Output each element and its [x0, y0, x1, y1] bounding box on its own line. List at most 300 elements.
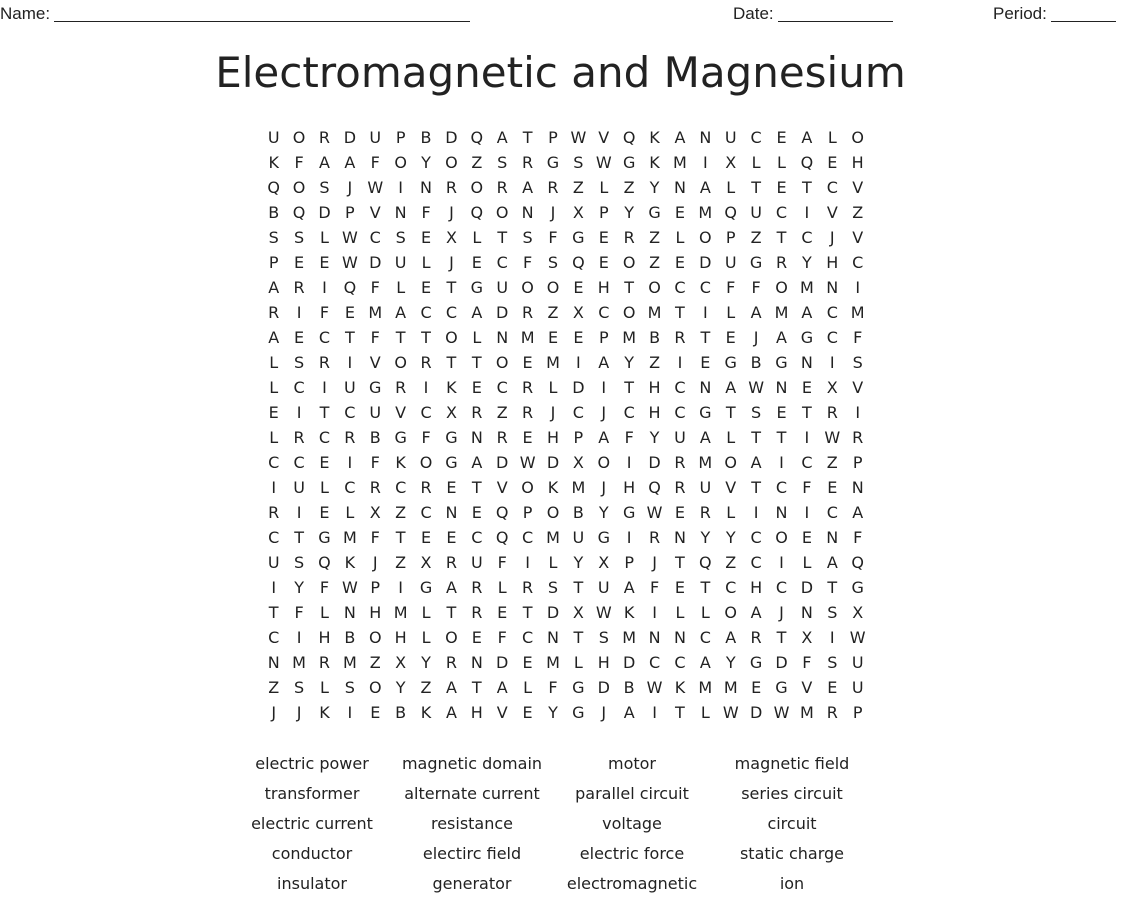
grid-letter[interactable]: T [700, 578, 711, 597]
grid-letter[interactable]: U [369, 403, 382, 422]
grid-letter[interactable]: E [344, 303, 355, 322]
grid-letter[interactable]: E [598, 253, 609, 272]
grid-letter[interactable]: C [775, 478, 788, 497]
grid-letter[interactable]: D [699, 253, 712, 272]
grid-letter[interactable]: O [368, 678, 382, 697]
grid-letter[interactable]: T [624, 278, 635, 297]
grid-letter[interactable]: R [623, 228, 635, 247]
grid-letter[interactable]: G [597, 528, 610, 547]
grid-letter[interactable]: T [776, 428, 787, 447]
grid-letter[interactable]: C [369, 228, 381, 247]
grid-letter[interactable]: T [725, 403, 736, 422]
grid-letter[interactable]: L [700, 703, 710, 722]
grid-letter[interactable]: V [598, 128, 610, 147]
grid-letter[interactable]: T [675, 703, 685, 722]
grid-letter[interactable]: J [449, 253, 454, 272]
grid-letter[interactable]: O [368, 628, 382, 647]
grid-letter[interactable]: M [546, 528, 560, 547]
grid-letter[interactable]: L [472, 328, 482, 347]
grid-letter[interactable]: C [775, 203, 788, 222]
grid-letter[interactable]: L [421, 628, 431, 647]
grid-letter[interactable]: R [369, 478, 381, 497]
grid-letter[interactable]: V [852, 178, 864, 197]
grid-letter[interactable]: C [648, 653, 661, 672]
grid-letter[interactable]: W [646, 503, 663, 522]
grid-letter[interactable]: E [522, 703, 533, 722]
grid-letter[interactable]: I [322, 278, 327, 297]
grid-letter[interactable]: I [347, 453, 353, 472]
grid-letter[interactable]: L [726, 178, 736, 197]
grid-letter[interactable]: Q [851, 553, 864, 572]
grid-letter[interactable]: M [799, 703, 814, 722]
grid-letter[interactable]: N [648, 628, 661, 647]
grid-letter[interactable]: N [826, 278, 839, 297]
grid-letter[interactable]: O [521, 478, 534, 497]
grid-letter[interactable]: G [622, 153, 636, 172]
grid-letter[interactable]: I [296, 403, 302, 422]
grid-letter[interactable]: T [471, 478, 482, 497]
grid-letter[interactable]: H [623, 478, 636, 497]
grid-letter[interactable]: U [369, 128, 382, 147]
grid-letter[interactable]: G [572, 228, 585, 247]
grid-letter[interactable]: F [319, 303, 330, 322]
grid-letter[interactable]: C [293, 453, 305, 472]
grid-letter[interactable]: M [342, 653, 357, 672]
grid-letter[interactable]: I [626, 528, 632, 547]
grid-letter[interactable]: L [345, 503, 355, 522]
grid-letter[interactable]: M [571, 478, 586, 497]
grid-letter[interactable]: E [598, 228, 609, 247]
grid-letter[interactable]: X [445, 228, 457, 247]
grid-letter[interactable]: E [751, 678, 762, 697]
grid-letter[interactable]: P [598, 328, 609, 347]
grid-letter[interactable]: N [699, 128, 712, 147]
grid-letter[interactable]: B [420, 128, 432, 147]
grid-letter[interactable]: E [268, 403, 279, 422]
grid-letter[interactable]: S [294, 553, 305, 572]
grid-letter[interactable]: U [394, 253, 407, 272]
grid-letter[interactable]: G [318, 528, 331, 547]
grid-letter[interactable]: O [445, 153, 458, 172]
grid-letter[interactable]: O [546, 278, 560, 297]
grid-letter[interactable]: T [446, 353, 457, 372]
grid-letter[interactable]: O [699, 228, 712, 247]
grid-letter[interactable]: N [851, 478, 864, 497]
grid-letter[interactable]: T [624, 378, 635, 397]
grid-letter[interactable]: F [370, 328, 380, 347]
grid-letter[interactable]: Q [470, 203, 484, 222]
grid-letter[interactable]: L [320, 678, 329, 697]
grid-letter[interactable]: A [319, 153, 330, 172]
grid-letter[interactable]: C [496, 253, 508, 272]
grid-letter[interactable]: E [674, 203, 685, 222]
grid-letter[interactable]: E [801, 528, 812, 547]
grid-letter[interactable]: Y [649, 178, 660, 197]
grid-letter[interactable]: S [522, 228, 533, 247]
grid-letter[interactable]: G [622, 503, 636, 522]
grid-letter[interactable]: I [855, 278, 861, 297]
grid-letter[interactable]: U [750, 203, 762, 222]
grid-letter[interactable]: Y [421, 653, 431, 672]
grid-letter[interactable]: L [573, 653, 583, 672]
grid-letter[interactable]: O [394, 353, 407, 372]
grid-letter[interactable]: L [700, 603, 710, 622]
grid-letter[interactable]: H [394, 628, 407, 647]
grid-letter[interactable]: O [445, 628, 458, 647]
grid-letter[interactable]: P [725, 228, 736, 247]
grid-letter[interactable]: S [294, 678, 305, 697]
grid-letter[interactable]: C [674, 378, 686, 397]
grid-letter[interactable]: C [420, 303, 432, 322]
grid-letter[interactable]: M [520, 328, 535, 347]
grid-letter[interactable]: T [573, 578, 584, 597]
grid-letter[interactable]: E [471, 628, 482, 647]
grid-letter[interactable]: O [775, 528, 788, 547]
grid-letter[interactable]: N [470, 653, 483, 672]
period-field[interactable] [993, 4, 1116, 24]
grid-letter[interactable]: U [851, 653, 864, 672]
grid-letter[interactable]: C [420, 403, 432, 422]
grid-letter[interactable]: I [271, 478, 277, 497]
grid-letter[interactable]: N [775, 378, 788, 397]
grid-letter[interactable]: U [572, 528, 585, 547]
grid-letter[interactable]: C [674, 278, 686, 297]
grid-letter[interactable]: H [826, 253, 839, 272]
grid-letter[interactable]: J [347, 178, 353, 197]
grid-letter[interactable]: L [472, 228, 482, 247]
grid-letter[interactable]: M [622, 328, 637, 347]
grid-letter[interactable]: R [344, 428, 356, 447]
grid-letter[interactable]: A [750, 453, 762, 472]
grid-letter[interactable]: X [598, 553, 610, 572]
grid-letter[interactable]: F [624, 428, 634, 447]
grid-letter[interactable]: E [471, 378, 482, 397]
grid-letter[interactable]: G [572, 703, 585, 722]
grid-letter[interactable]: R [293, 428, 305, 447]
grid-letter[interactable]: Q [572, 253, 585, 272]
grid-letter[interactable]: T [776, 628, 787, 647]
grid-letter[interactable]: F [802, 653, 812, 672]
grid-letter[interactable]: I [296, 503, 302, 522]
grid-letter[interactable]: J [753, 328, 759, 347]
grid-letter[interactable]: X [572, 203, 584, 222]
grid-letter[interactable]: Y [395, 678, 406, 697]
grid-letter[interactable]: K [674, 678, 686, 697]
grid-letter[interactable]: Y [725, 528, 736, 547]
grid-letter[interactable]: W [519, 453, 536, 472]
grid-letter[interactable]: E [725, 328, 736, 347]
grid-letter[interactable]: I [398, 578, 403, 597]
grid-letter[interactable]: W [773, 703, 790, 722]
grid-letter[interactable]: D [597, 678, 610, 697]
grid-letter[interactable]: Y [573, 553, 584, 572]
grid-letter[interactable]: C [826, 178, 838, 197]
grid-letter[interactable]: N [800, 603, 813, 622]
grid-letter[interactable]: E [420, 228, 432, 247]
grid-letter[interactable]: K [420, 703, 432, 722]
grid-letter[interactable]: F [370, 453, 380, 472]
grid-letter[interactable]: W [570, 128, 587, 147]
grid-letter[interactable]: C [623, 403, 635, 422]
grid-letter[interactable]: R [496, 428, 508, 447]
grid-letter[interactable]: O [521, 278, 534, 297]
grid-letter[interactable]: E [522, 353, 533, 372]
grid-letter[interactable]: L [320, 603, 329, 622]
grid-letter[interactable]: E [446, 478, 457, 497]
grid-letter[interactable]: R [826, 703, 838, 722]
grid-letter[interactable]: Q [470, 128, 484, 147]
grid-letter[interactable]: C [699, 628, 711, 647]
grid-letter[interactable]: N [699, 378, 712, 397]
grid-letter[interactable]: R [648, 528, 661, 547]
grid-letter[interactable]: R [522, 303, 534, 322]
grid-letter[interactable]: P [395, 128, 406, 147]
grid-letter[interactable]: Z [725, 553, 737, 572]
grid-letter[interactable]: U [597, 578, 610, 597]
grid-letter[interactable]: L [726, 503, 736, 522]
grid-letter[interactable]: E [471, 503, 482, 522]
grid-letter[interactable]: S [547, 253, 559, 272]
grid-letter[interactable]: Q [648, 478, 661, 497]
grid-letter[interactable]: L [320, 478, 329, 497]
grid-letter[interactable]: C [750, 128, 762, 147]
grid-letter[interactable]: W [849, 628, 866, 647]
grid-letter[interactable]: T [395, 528, 406, 547]
grid-letter[interactable]: O [622, 253, 636, 272]
grid-letter[interactable]: W [595, 153, 612, 172]
grid-letter[interactable]: I [296, 628, 302, 647]
grid-letter[interactable]: V [369, 353, 381, 372]
grid-letter[interactable]: I [804, 428, 810, 447]
grid-letter[interactable]: I [829, 353, 835, 372]
grid-letter[interactable]: D [749, 703, 763, 722]
grid-letter[interactable]: E [573, 278, 584, 297]
grid-letter[interactable]: E [827, 678, 838, 697]
grid-letter[interactable]: R [522, 153, 534, 172]
grid-letter[interactable]: O [597, 453, 611, 472]
grid-letter[interactable]: U [699, 478, 712, 497]
grid-letter[interactable]: A [750, 603, 762, 622]
grid-letter[interactable]: V [826, 203, 838, 222]
grid-letter[interactable]: E [497, 603, 508, 622]
grid-letter[interactable]: C [801, 228, 813, 247]
grid-letter[interactable]: E [674, 253, 685, 272]
grid-letter[interactable]: Z [649, 353, 661, 372]
grid-letter[interactable]: R [674, 328, 686, 347]
grid-letter[interactable]: C [344, 478, 356, 497]
grid-letter[interactable]: D [445, 128, 458, 147]
grid-letter[interactable]: A [725, 378, 737, 397]
grid-letter[interactable]: I [601, 378, 607, 397]
grid-letter[interactable]: Y [624, 203, 635, 222]
grid-letter[interactable]: Z [649, 253, 661, 272]
grid-letter[interactable]: I [296, 303, 302, 322]
grid-letter[interactable]: I [322, 378, 327, 397]
grid-letter[interactable]: Z [471, 153, 483, 172]
grid-letter[interactable]: T [802, 403, 812, 422]
grid-letter[interactable]: N [673, 528, 686, 547]
grid-letter[interactable]: U [267, 128, 280, 147]
grid-letter[interactable]: C [826, 503, 838, 522]
grid-letter[interactable]: M [622, 628, 637, 647]
grid-letter[interactable]: D [800, 578, 814, 597]
grid-letter[interactable]: P [598, 203, 609, 222]
grid-letter[interactable]: N [547, 628, 559, 647]
grid-letter[interactable]: I [677, 353, 683, 372]
grid-letter[interactable]: K [649, 153, 660, 172]
grid-letter[interactable]: A [699, 653, 711, 672]
grid-letter[interactable]: C [826, 328, 838, 347]
grid-letter[interactable]: Z [420, 678, 432, 697]
grid-letter[interactable]: M [698, 203, 713, 222]
grid-letter[interactable]: G [775, 678, 788, 697]
grid-letter[interactable]: K [268, 153, 279, 172]
grid-letter[interactable]: Z [369, 653, 381, 672]
grid-letter[interactable]: X [369, 503, 381, 522]
grid-letter[interactable]: H [648, 403, 661, 422]
grid-letter[interactable]: A [471, 303, 483, 322]
grid-letter[interactable]: E [319, 253, 330, 272]
grid-letter[interactable]: X [445, 403, 457, 422]
grid-letter[interactable]: E [674, 578, 685, 597]
grid-letter[interactable]: A [496, 678, 508, 697]
grid-letter[interactable]: Z [547, 303, 559, 322]
grid-letter[interactable]: F [853, 328, 863, 347]
grid-letter[interactable]: T [700, 328, 711, 347]
grid-letter[interactable]: H [597, 653, 610, 672]
grid-letter[interactable]: A [750, 303, 762, 322]
grid-letter[interactable]: G [445, 453, 458, 472]
grid-letter[interactable]: T [446, 603, 457, 622]
grid-letter[interactable]: V [496, 703, 508, 722]
grid-letter[interactable]: M [799, 278, 814, 297]
grid-letter[interactable]: R [318, 128, 331, 147]
grid-letter[interactable]: E [420, 278, 432, 297]
grid-letter[interactable]: X [420, 553, 432, 572]
grid-letter[interactable]: R [395, 378, 407, 397]
grid-letter[interactable]: R [496, 178, 508, 197]
grid-letter[interactable]: B [369, 428, 381, 447]
grid-letter[interactable]: P [268, 253, 279, 272]
grid-letter[interactable]: R [547, 178, 559, 197]
grid-letter[interactable]: D [775, 653, 788, 672]
grid-letter[interactable]: R [522, 378, 534, 397]
grid-letter[interactable]: T [751, 428, 761, 447]
grid-letter[interactable]: M [698, 453, 713, 472]
date-field[interactable] [733, 4, 893, 24]
grid-letter[interactable]: H [648, 378, 661, 397]
grid-letter[interactable]: P [548, 128, 558, 147]
grid-letter[interactable]: X [395, 653, 407, 672]
grid-letter[interactable]: O [851, 128, 864, 147]
grid-letter[interactable]: D [496, 653, 509, 672]
grid-letter[interactable]: G [800, 328, 814, 347]
grid-letter[interactable]: O [292, 178, 306, 197]
grid-letter[interactable]: E [446, 528, 457, 547]
grid-letter[interactable]: I [576, 353, 581, 372]
grid-letter[interactable]: Z [268, 678, 280, 697]
grid-letter[interactable]: F [421, 428, 431, 447]
grid-letter[interactable]: R [420, 478, 432, 497]
grid-letter[interactable]: C [674, 653, 686, 672]
grid-letter[interactable]: R [522, 578, 534, 597]
grid-letter[interactable]: P [573, 428, 584, 447]
grid-letter[interactable]: I [855, 403, 861, 422]
grid-letter[interactable]: R [420, 353, 432, 372]
grid-letter[interactable]: A [623, 578, 635, 597]
grid-letter[interactable]: A [522, 178, 534, 197]
grid-letter[interactable]: S [497, 153, 508, 172]
grid-letter[interactable]: R [852, 428, 864, 447]
grid-letter[interactable]: T [802, 178, 812, 197]
grid-letter[interactable]: C [268, 628, 280, 647]
grid-letter[interactable]: L [497, 578, 507, 597]
grid-letter[interactable]: A [445, 703, 457, 722]
grid-letter[interactable]: V [496, 478, 508, 497]
grid-letter[interactable]: G [724, 353, 737, 372]
grid-letter[interactable]: U [344, 378, 356, 397]
grid-letter[interactable]: L [421, 253, 431, 272]
grid-letter[interactable]: G [470, 278, 484, 297]
grid-letter[interactable]: C [750, 528, 762, 547]
grid-letter[interactable]: Z [826, 453, 838, 472]
grid-letter[interactable]: M [723, 678, 738, 697]
grid-letter[interactable]: Z [395, 553, 407, 572]
grid-letter[interactable]: R [522, 403, 534, 422]
grid-letter[interactable]: N [420, 178, 433, 197]
grid-letter[interactable]: N [775, 503, 788, 522]
grid-letter[interactable]: F [523, 253, 533, 272]
grid-letter[interactable]: N [673, 178, 686, 197]
grid-letter[interactable]: T [446, 278, 457, 297]
grid-letter[interactable]: R [445, 178, 457, 197]
grid-letter[interactable]: S [294, 228, 305, 247]
grid-letter[interactable]: X [801, 628, 813, 647]
grid-letter[interactable]: U [724, 253, 737, 272]
grid-letter[interactable]: R [318, 353, 331, 372]
grid-letter[interactable]: L [269, 353, 279, 372]
grid-letter[interactable]: H [318, 628, 331, 647]
grid-letter[interactable]: G [851, 578, 864, 597]
grid-letter[interactable]: Z [852, 203, 864, 222]
grid-letter[interactable]: V [801, 678, 813, 697]
grid-letter[interactable]: U [267, 553, 280, 572]
grid-letter[interactable]: E [776, 403, 787, 422]
grid-letter[interactable]: C [268, 528, 280, 547]
grid-letter[interactable]: X [572, 603, 584, 622]
grid-letter[interactable]: Y [700, 528, 711, 547]
grid-letter[interactable]: S [344, 678, 355, 697]
grid-letter[interactable]: E [776, 128, 787, 147]
grid-letter[interactable]: O [419, 453, 433, 472]
grid-letter[interactable]: Q [800, 153, 814, 172]
grid-letter[interactable]: Y [649, 428, 660, 447]
grid-letter[interactable]: C [801, 453, 813, 472]
grid-letter[interactable]: R [699, 503, 711, 522]
grid-letter[interactable]: F [751, 278, 761, 297]
grid-letter[interactable]: J [550, 203, 556, 222]
grid-letter[interactable]: I [779, 453, 784, 472]
grid-letter[interactable]: E [827, 478, 838, 497]
grid-letter[interactable]: F [649, 578, 660, 597]
grid-letter[interactable]: Q [343, 278, 357, 297]
grid-letter[interactable]: A [496, 128, 508, 147]
grid-letter[interactable]: M [850, 303, 865, 322]
grid-letter[interactable]: D [546, 453, 560, 472]
grid-letter[interactable]: Y [548, 703, 558, 722]
grid-letter[interactable]: A [826, 553, 838, 572]
grid-letter[interactable]: T [344, 328, 355, 347]
